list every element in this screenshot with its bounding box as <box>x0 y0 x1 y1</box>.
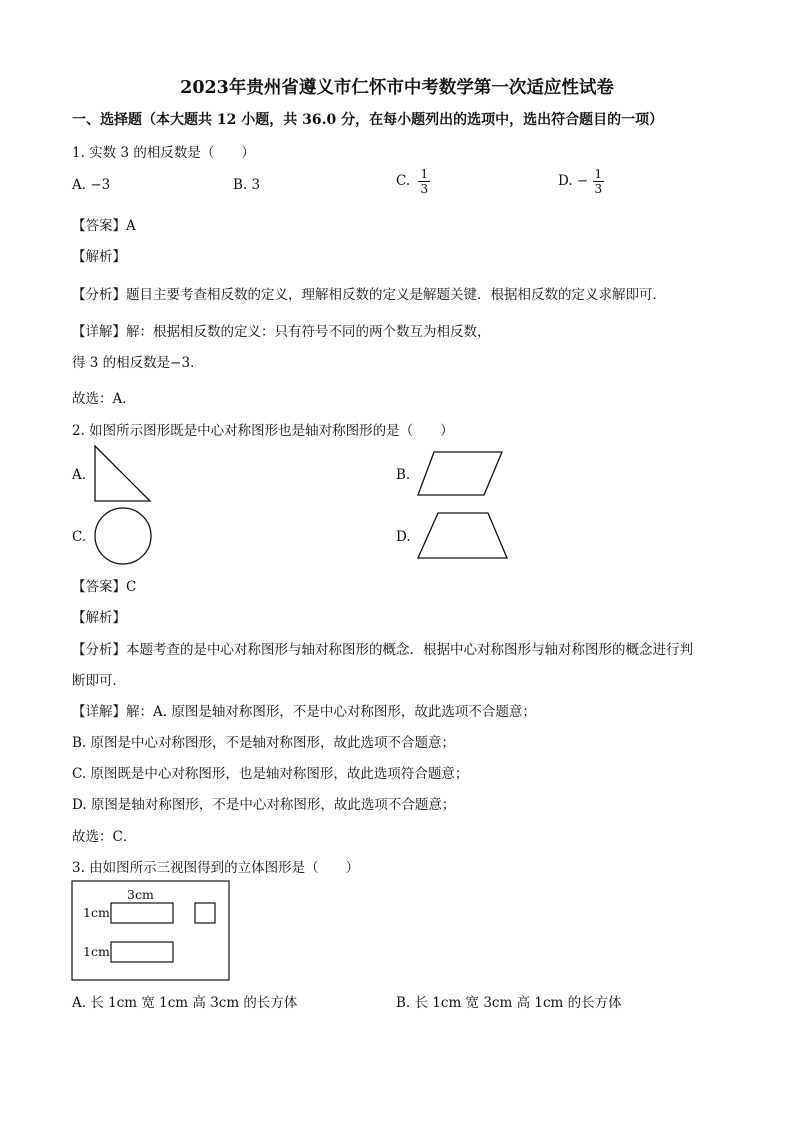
q1-fenxi: 【分析】题目主要考查相反数的定义，理解相反数的定义是解题关键．根据相反数的定义求解即可． <box>72 287 666 303</box>
q3-option-a: A. 长 1cm 宽 1cm 高 3cm 的长方体 <box>72 995 298 1011</box>
q3-label-3cm: 3cm <box>127 887 154 902</box>
q2-fenxi-line-2: 断即可． <box>72 673 126 689</box>
q1-choose: 故选：A． <box>72 391 136 407</box>
q1-option-d-fraction <box>593 167 605 196</box>
q1-answer: 【答案】A <box>72 218 136 234</box>
q2-detail-line-3: C. 原图既是中心对称图形，也是轴对称图形，故此选项符合题意； <box>72 766 469 782</box>
q3-option-b: B. 长 1cm 宽 3cm 高 1cm 的长方体 <box>396 995 622 1011</box>
q2-analysis-heading: 【解析】 <box>72 610 126 626</box>
q1-detail-line-2: 得 3 的相反数是−3． <box>72 355 204 371</box>
q2-detail-line-2: B. 原图是中心对称图形，不是轴对称图形，故此选项不合题意； <box>72 735 456 751</box>
trapezoid-figure <box>416 511 510 561</box>
q3-stem: 3. 由如图所示三视图得到的立体图形是（ ） <box>72 860 360 876</box>
q1-option-c-denominator: 3 <box>420 182 429 196</box>
q1-option-c-label: C. <box>396 173 411 189</box>
q1-option-c-fraction <box>418 167 430 196</box>
q2-option-c-label: C. <box>72 529 87 545</box>
q1-option-a: A. −3 <box>72 177 111 193</box>
q1-stem: 1. 实数 3 的相反数是（ ） <box>72 145 255 161</box>
q1-option-d <box>558 167 604 196</box>
q2-detail-line-4: D. 原图是轴对称图形，不是中心对称图形，故此选项不合题意； <box>72 797 456 813</box>
q3-label-1cm-bottom: 1cm <box>83 944 110 959</box>
q1-option-b: B. 3 <box>233 177 261 193</box>
right-triangle-figure <box>93 444 153 504</box>
section-heading: 一、选择题（本大题共 12 小题，共 36.0 分，在每小题列出的选项中，选出符合题目的一项） <box>72 112 664 128</box>
q1-analysis-heading: 【解析】 <box>72 249 126 265</box>
q2-choose: 故选：C． <box>72 829 137 845</box>
q2-option-b-label: B. <box>396 467 411 483</box>
q2-detail-line-1: 【详解】解：A. 原图是轴对称图形，不是中心对称图形，故此选项不合题意； <box>72 704 536 720</box>
q3-label-1cm-top: 1cm <box>83 905 110 920</box>
q1-option-d-label: D. − <box>558 173 589 189</box>
parallelogram-figure <box>416 450 506 498</box>
page-title: 2023年贵州省遵义市仁怀市中考数学第一次适应性试卷 <box>180 78 614 98</box>
q1-option-d-numerator: 1 <box>594 167 603 181</box>
circle-figure <box>92 507 156 567</box>
q2-answer: 【答案】C <box>72 579 137 595</box>
q1-option-d-denominator: 3 <box>594 182 603 196</box>
q1-option-c-numerator: 1 <box>420 167 429 181</box>
q2-option-d-label: D. <box>396 529 411 545</box>
q2-option-a-label: A. <box>72 467 87 483</box>
q2-fenxi-line-1: 【分析】本题考查的是中心对称图形与轴对称图形的概念．根据中心对称图形与轴对称图形的概念进行判 <box>72 642 693 658</box>
q1-option-c <box>396 167 430 196</box>
q2-stem: 2. 如图所示图形既是中心对称图形也是轴对称图形的是（ ） <box>72 423 454 439</box>
q1-detail-line-1: 【详解】解：根据相反数的定义：只有符号不同的两个数互为相反数， <box>72 324 491 340</box>
